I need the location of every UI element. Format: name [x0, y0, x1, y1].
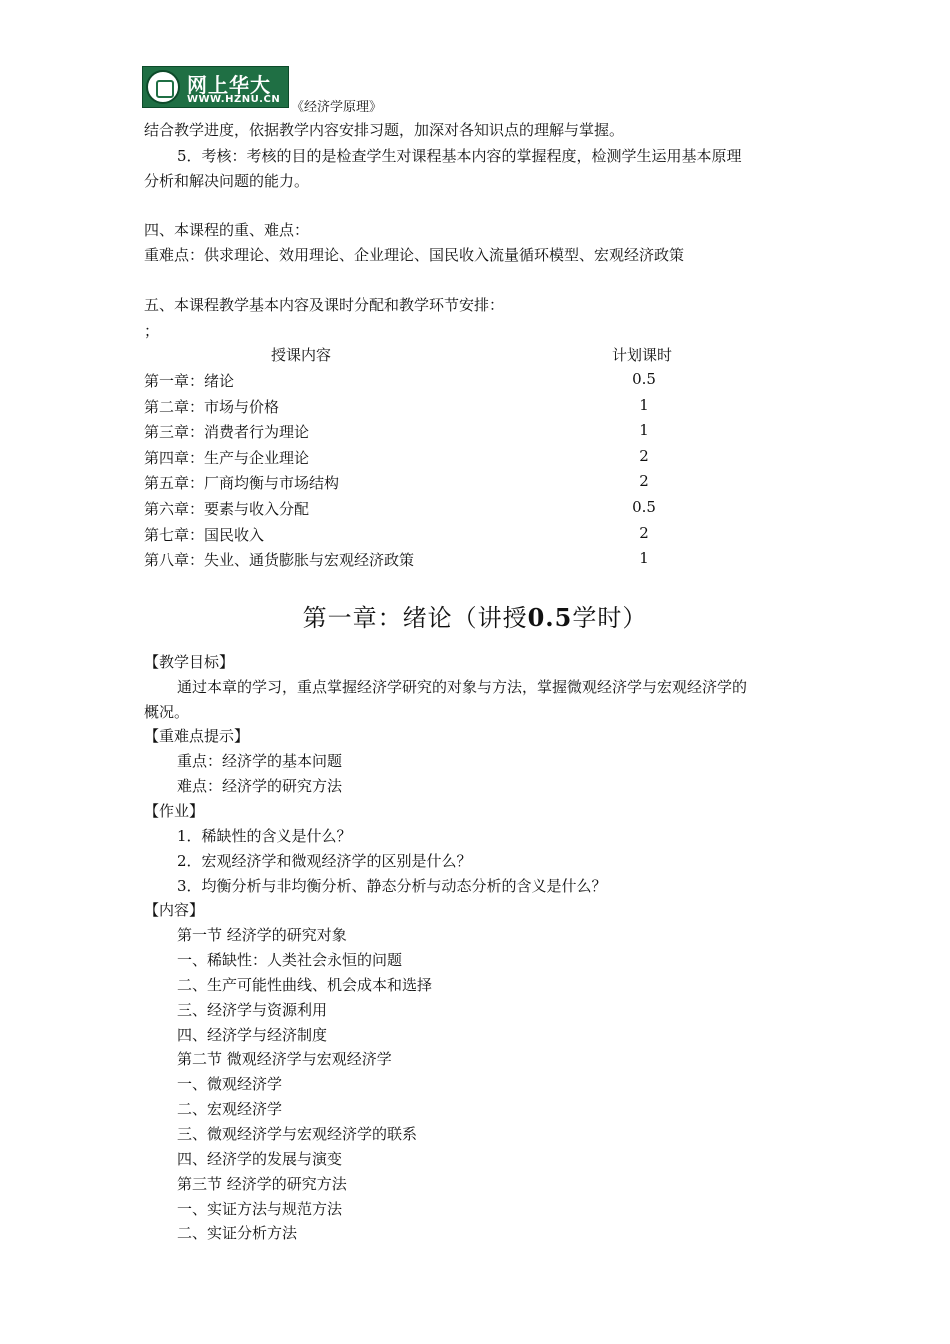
key-point: 重点：经济学的基本问题 — [177, 752, 343, 770]
table-row-hours: 1 — [639, 421, 649, 439]
goal-label: 【教学目标】 — [144, 653, 235, 671]
table-row-hours: 2 — [639, 472, 649, 490]
content-item: 二、实证分析方法 — [177, 1224, 298, 1242]
chapter-1-heading — [0, 598, 950, 633]
logo-url-text: WWW.HZNU.CN — [187, 94, 281, 105]
table-row-chapter: 第四章：生产与企业理论 — [144, 449, 310, 467]
section-4-title: 四、本课程的重、难点： — [144, 221, 310, 239]
content-label: 【内容】 — [144, 901, 205, 919]
section-4-content: 重难点：供求理论、效用理论、企业理论、国民收入流量循环模型、宏观经济政策 — [144, 246, 685, 264]
key-points-label: 【重难点提示】 — [144, 727, 250, 745]
table-row-chapter: 第三章：消费者行为理论 — [144, 423, 310, 441]
content-item: 一、稀缺性：人类社会永恒的问题 — [177, 951, 403, 969]
section-5-title: 五、本课程教学基本内容及课时分配和教学环节安排： — [144, 296, 505, 314]
content-item: 一、微观经济学 — [177, 1075, 283, 1093]
content-item: 三、微观经济学与宏观经济学的联系 — [177, 1125, 418, 1143]
content-item: 二、宏观经济学 — [177, 1100, 283, 1118]
chapter-heading-hours: 0.5 — [527, 603, 573, 632]
assessment-line-2: 分析和解决问题的能力。 — [144, 172, 310, 190]
table-row-hours: 0.5 — [632, 370, 656, 388]
table-row-hours: 2 — [639, 524, 649, 542]
content-item: 二、生产可能性曲线、机会成本和选择 — [177, 976, 433, 994]
content-item: 一、实证方法与规范方法 — [177, 1200, 343, 1218]
intro-line: 结合教学进度，依据教学内容安排习题，加深对各知识点的理解与掌握。 — [144, 121, 625, 139]
table-row-hours: 1 — [639, 396, 649, 414]
document-title: 《经济学原理》 — [291, 100, 383, 115]
table-row-hours: 1 — [639, 549, 649, 567]
homework-item: 3．均衡分析与非均衡分析、静态分析与动态分析的含义是什么？ — [177, 877, 607, 895]
content-item: 四、经济学与经济制度 — [177, 1026, 328, 1044]
table-row-hours: 0.5 — [632, 498, 656, 516]
chapter-heading-prefix: 第一章：绪论（讲授 — [302, 604, 528, 632]
table-header-hours: 计划课时 — [612, 346, 673, 364]
homework-label: 【作业】 — [144, 802, 205, 820]
content-section-heading: 第三节 经济学的研究方法 — [177, 1175, 347, 1193]
content-item: 四、经济学的发展与演变 — [177, 1150, 343, 1168]
difficult-point: 难点：经济学的研究方法 — [177, 777, 343, 795]
goal-line-2: 概况。 — [144, 703, 190, 721]
homework-item: 1．稀缺性的含义是什么？ — [177, 827, 352, 845]
table-row-chapter: 第一章：绪论 — [144, 372, 235, 390]
goal-line-1: 通过本章的学习，重点掌握经济学研究的对象与方法，掌握微观经济学与宏观经济学的 — [177, 678, 748, 696]
table-row-chapter: 第八章：失业、通货膨胀与宏观经济政策 — [144, 551, 415, 569]
content-item: 三、经济学与资源利用 — [177, 1001, 328, 1019]
assessment-line-1: 5．考核：考核的目的是检查学生对课程基本内容的掌握程度，检测学生运用基本原理 — [177, 147, 742, 165]
university-emblem-icon — [146, 70, 180, 104]
table-row-chapter: 第二章：市场与价格 — [144, 398, 280, 416]
table-header-content: 授课内容 — [271, 346, 332, 364]
chapter-heading-suffix: 学时） — [572, 604, 648, 632]
table-row-chapter: 第五章：厂商均衡与市场结构 — [144, 474, 340, 492]
content-section-heading: 第二节 微观经济学与宏观经济学 — [177, 1050, 392, 1068]
logo-chinese-text: 网上华大 — [187, 73, 271, 97]
table-row-hours: 2 — [639, 447, 649, 465]
site-logo — [142, 66, 289, 108]
section-5-mark: ； — [144, 322, 160, 340]
content-section-heading: 第一节 经济学的研究对象 — [177, 926, 347, 944]
table-row-chapter: 第七章：国民收入 — [144, 526, 265, 544]
table-row-chapter: 第六章：要素与收入分配 — [144, 500, 310, 518]
homework-item: 2．宏观经济学和微观经济学的区别是什么？ — [177, 852, 472, 870]
